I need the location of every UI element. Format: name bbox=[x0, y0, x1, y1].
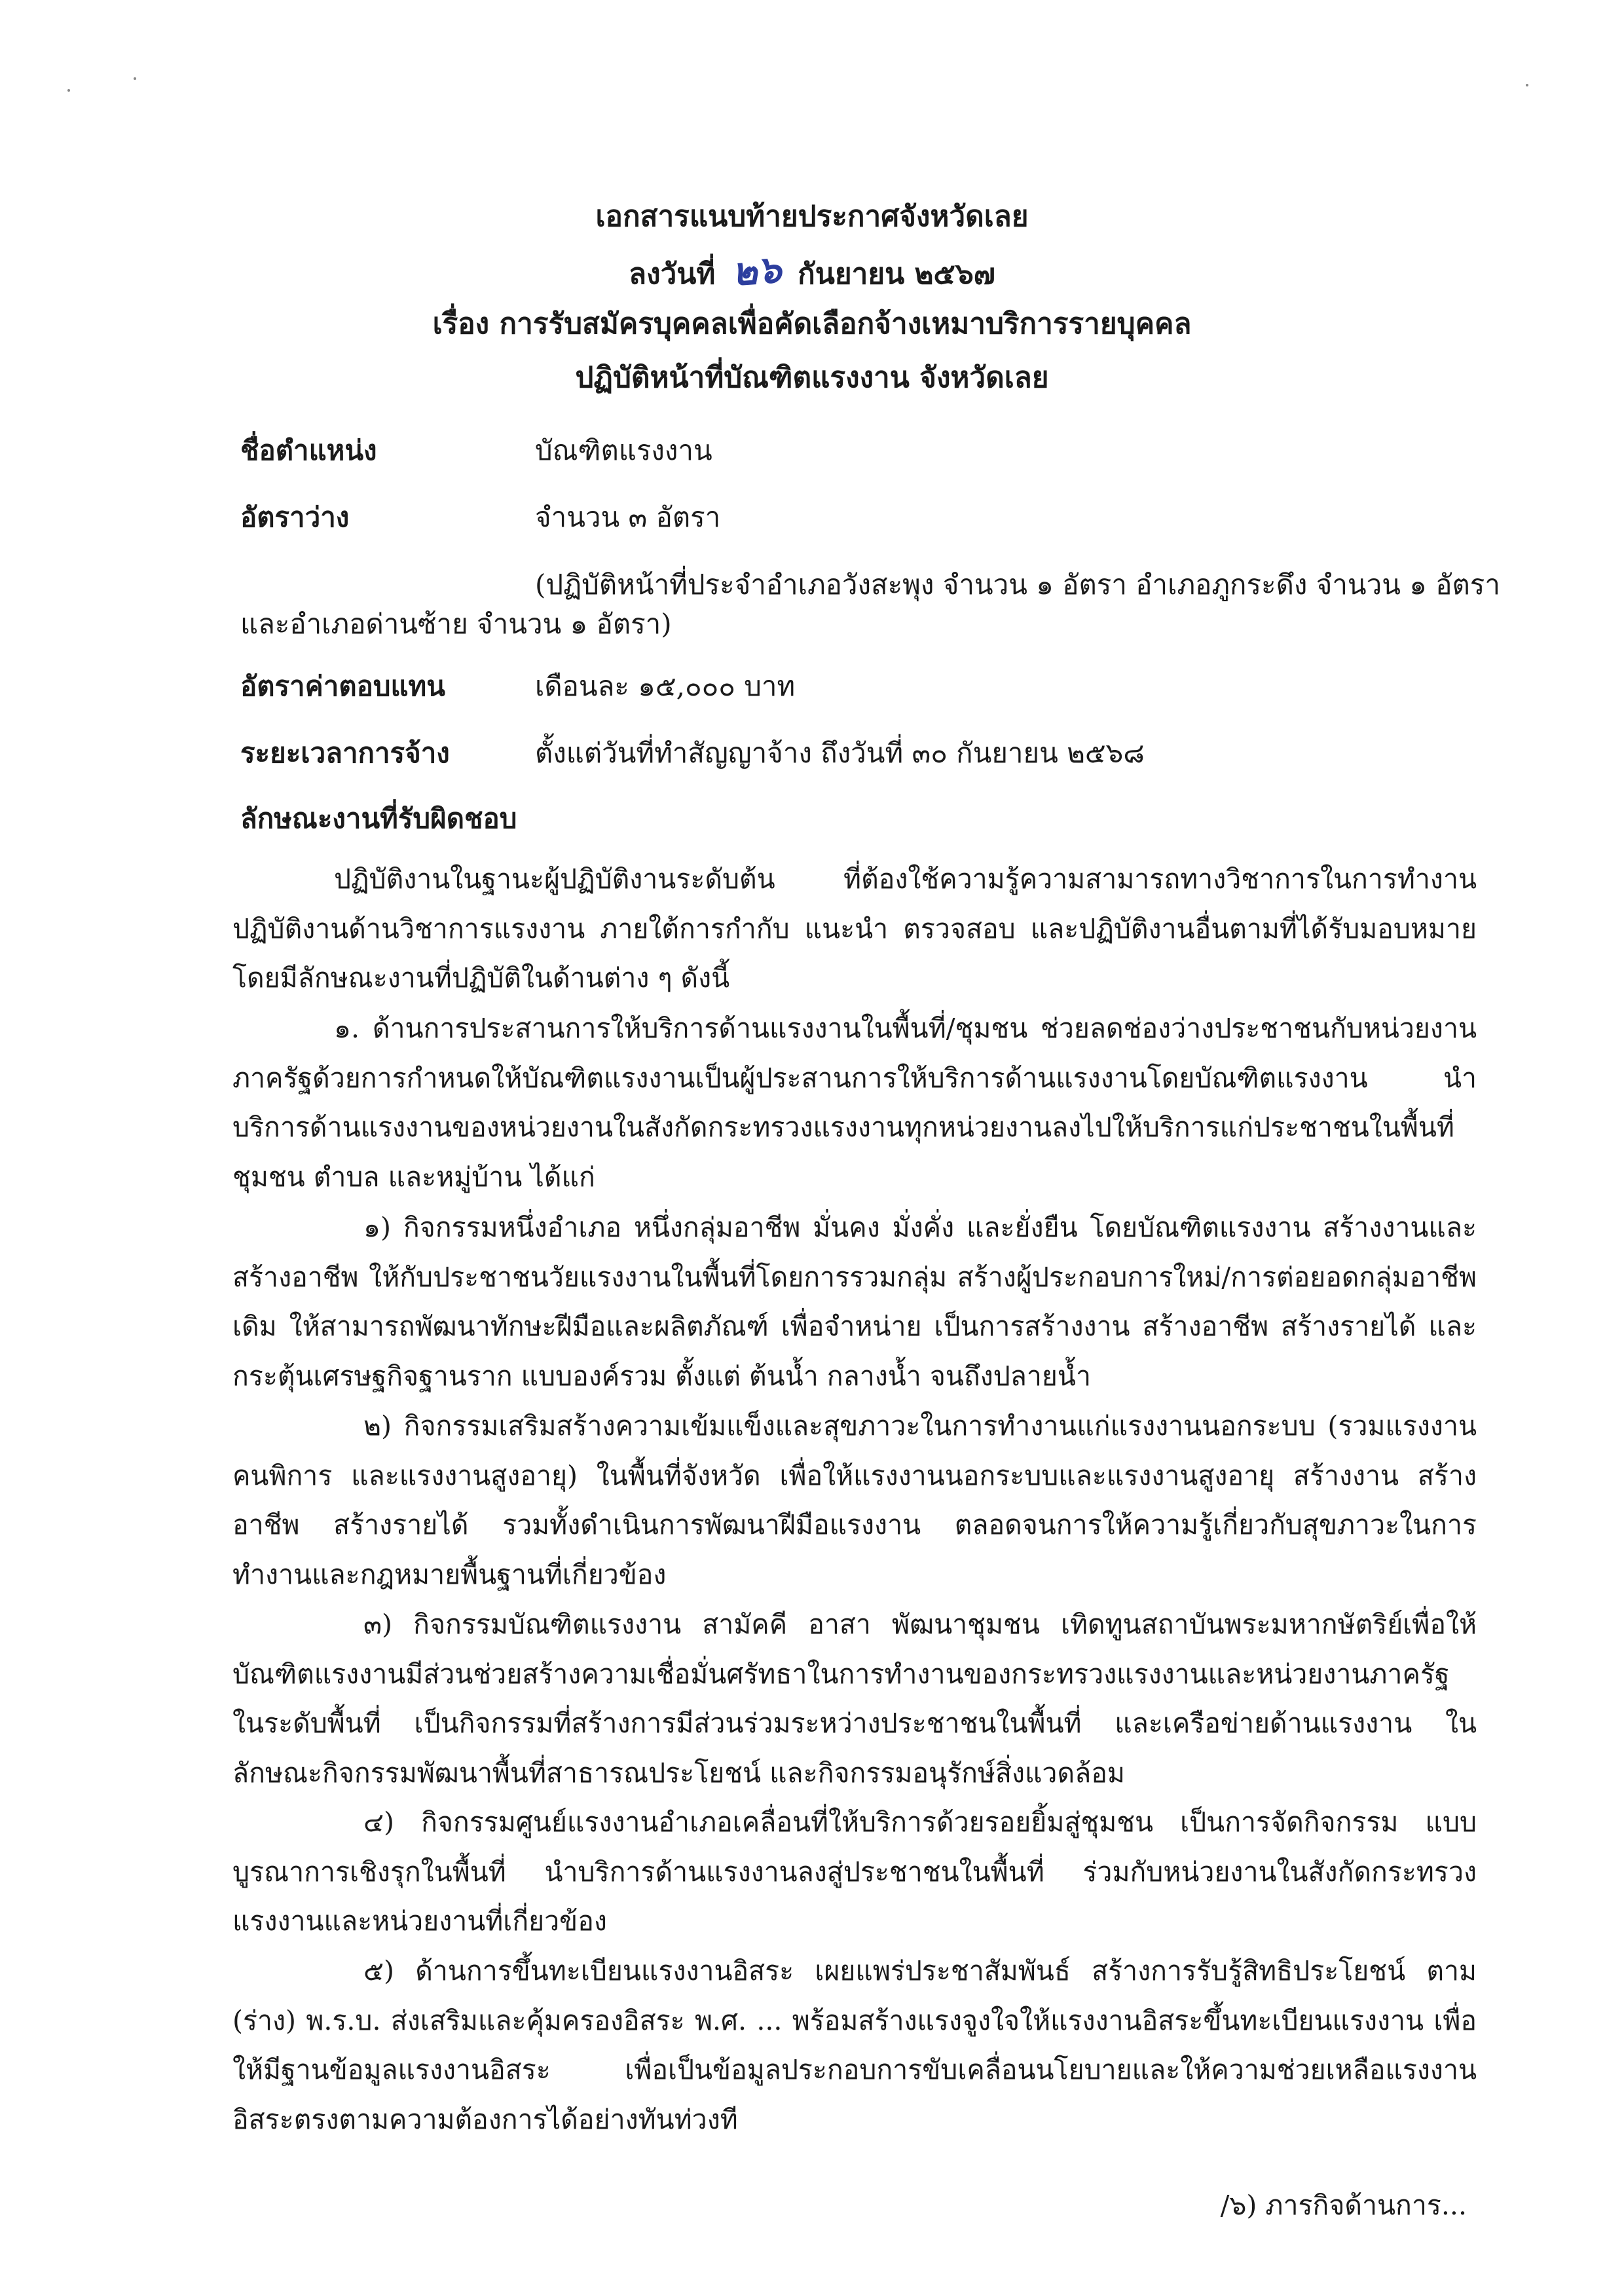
vacancy-detail: (ปฏิบัติหน้าที่ประจำอำเภอวังสะพุง จำนวน ๑ อัตรา อำเภอภูกระดึง จำนวน ๑ อัตรา bbox=[535, 569, 1500, 601]
position-value: บัณฑิตแรงงาน bbox=[535, 434, 712, 466]
header-subject-2: ปฏิบัติหน้าที่บัณฑิตแรงงาน จังหวัดเลย bbox=[575, 361, 1049, 394]
intro-paragraph: ปฏิบัติงานในฐานะผู้ปฏิบัติงานระดับต้น ที่ต้องใช้ความรู้ความสามารถทางวิชาการในการทำงาน ปฏิบัติงานด้านวิชาการแรงงาน ภายใต้การกำกับ แนะนำ ตรวจสอบ และปฏิบัติงานอื่นตามที่ได้รับมอบหมาย โดยมีลักษณะงานที่ปฏิบัติในด้านต่าง ๆ ดังนี้ bbox=[232, 863, 1477, 994]
sub-item-1: ๑) กิจกรรมหนึ่งอำเภอ หนึ่งกลุ่มอาชีพ มั่นคง มั่งคั่ง และยั่งยืน โดยบัณฑิตแรงงาน สร้างงานและสร้างอาชีพ ให้กับประชาชนวัยแรงงานในพื้นที่โดยการรวมกลุ่ม สร้างผู้ประกอบการใหม่/การต่อยอดกลุ่มอาชีพเดิม ให้สามารถพัฒนาทักษะฝีมือและผลิตภัณฑ์ เพื่อจำหน่าย เป็นการสร้างงาน สร้างอาชีพ สร้างรายได้ และกระตุ้นเศรษฐกิจฐานราก แบบองค์รวม ตั้งแต่ ต้นน้ำ กลางน้ำ จนถึงปลายน้ำ bbox=[232, 1212, 1477, 1392]
sub-item-5: ๕) ด้านการขึ้นทะเบียนแรงงานอิสระ เผยแพร่ประชาสัมพันธ์ สร้างการรับรู้สิทธิประโยชน์ ตาม (ร่าง) พ.ร.บ. ส่งเสริมและคุ้มครองอิสระ พ.ศ. ... พร้อมสร้างแรงจูงใจให้แรงงานอิสระขึ้นทะเบียนแรงงาน เพื่อให้มีฐานข้อมูลแรงงานอิสระ เพื่อเป็นข้อมูลประกอบการขับเคลื่อนนโยบายและให้ความช่วยเหลือแรงงาน อิสระตรงตามความต้องการได้อย่างทันท่วงที bbox=[232, 1955, 1477, 2135]
date-prefix: ลงวันที่ bbox=[629, 257, 716, 291]
period-label: ระยะเวลาการจ้าง bbox=[240, 737, 450, 769]
vacancy-value: จำนวน ๓ อัตรา bbox=[535, 501, 721, 533]
period-value: ตั้งแต่วันที่ทำสัญญาจ้าง ถึงวันที่ ๓๐ กันยายน ๒๕๖๘ bbox=[535, 737, 1145, 769]
sub-item-3: ๓) กิจกรรมบัณฑิตแรงงาน สามัคคี อาสา พัฒนาชุมชน เทิดทูนสถาบันพระมหากษัตริย์เพื่อให้บัณฑิตแรงงานมีส่วนช่วยสร้างความเชื่อมั่นศรัทธาในการทำงานของกระทรวงแรงงานและหน่วยงานภาครัฐ ในระดับพื้นที่ เป็นกิจกรรมที่สร้างการมีส่วนร่วมระหว่างประชาชนในพื้นที่ และเครือข่ายด้านแรงงาน ในลักษณะกิจกรรมพัฒนาพื้นที่สาธารณประโยชน์ และกิจกรรมอนุรักษ์สิ่งแวดล้อม bbox=[232, 1609, 1477, 1789]
document-header bbox=[0, 190, 1624, 405]
scan-speck bbox=[1526, 84, 1528, 86]
paragraph-1: ๑. ด้านการประสานการให้บริการด้านแรงงานในพื้นที่/ชุมชน ช่วยลดช่องว่างประชาชนกับหน่วยงานภาครัฐด้วยการกำหนดให้บัณฑิตแรงงานเป็นผู้ประสานการให้บริการด้านแรงงานโดยบัณฑิตแรงงาน นำบริการด้านแรงงานของหน่วยงานในสังกัดกระทรวงแรงงานทุกหน่วยงานลงไปให้บริการแก่ประชาชนในพื้นที่ชุมชน ตำบล และหมู่บ้าน ได้แก่ bbox=[232, 1013, 1477, 1193]
scan-speck bbox=[67, 89, 70, 92]
header-subject: เรื่อง การรับสมัครบุคคลเพื่อคัดเลือกจ้างเหมาบริการรายบุคคล bbox=[432, 307, 1192, 341]
date-suffix: กันยายน ๒๕๖๗ bbox=[798, 257, 995, 291]
sub-item-4: ๔) กิจกรรมศูนย์แรงงานอำเภอเคลื่อนที่ให้บริการด้วยรอยยิ้มสู่ชุมชน เป็นการจัดกิจกรรม แบบบูรณาการเชิงรุกในพื้นที่ นำบริการด้านแรงงานลงสู่ประชาชนในพื้นที่ ร่วมกับหน่วยงานในสังกัดกระทรวงแรงงานและหน่วยงานที่เกี่ยวข้อง bbox=[232, 1806, 1477, 1937]
header-title: เอกสารแนบท้ายประกาศจังหวัดเลย bbox=[595, 200, 1029, 233]
handwritten-day: ๒๖ bbox=[730, 246, 783, 295]
vacancy-label: อัตราว่าง bbox=[240, 501, 350, 533]
sub-item-2: ๒) กิจกรรมเสริมสร้างความเข้มแข็งและสุขภาวะในการทำงานแก่แรงงานนอกระบบ (รวมแรงงานคนพิการ และแรงงานสูงอายุ) ในพื้นที่จังหวัด เพื่อให้แรงงานนอกระบบและแรงงานสูงอายุ สร้างงาน สร้างอาชีพ สร้างรายได้ รวมทั้งดำเนินการพัฒนาฝีมือแรงงาน ตลอดจนการให้ความรู้เกี่ยวกับสุขภาวะในการทำงานและกฎหมายพื้นฐานที่เกี่ยวข้อง bbox=[232, 1410, 1477, 1590]
vacancy-detail-cont: และอำเภอด่านซ้าย จำนวน ๑ อัตรา) bbox=[240, 608, 672, 640]
position-label: ชื่อตำแหน่ง bbox=[240, 434, 377, 466]
continuation-note: /๖) ภารกิจด้านการ... bbox=[1220, 2190, 1467, 2221]
section-title: ลักษณะงานที่รับผิดชอบ bbox=[240, 802, 517, 834]
header-date bbox=[0, 244, 1624, 297]
scan-speck bbox=[134, 77, 136, 80]
pay-label: อัตราค่าตอบแทน bbox=[240, 670, 445, 702]
pay-value: เดือนละ ๑๕,๐๐๐ บาท bbox=[535, 670, 796, 702]
